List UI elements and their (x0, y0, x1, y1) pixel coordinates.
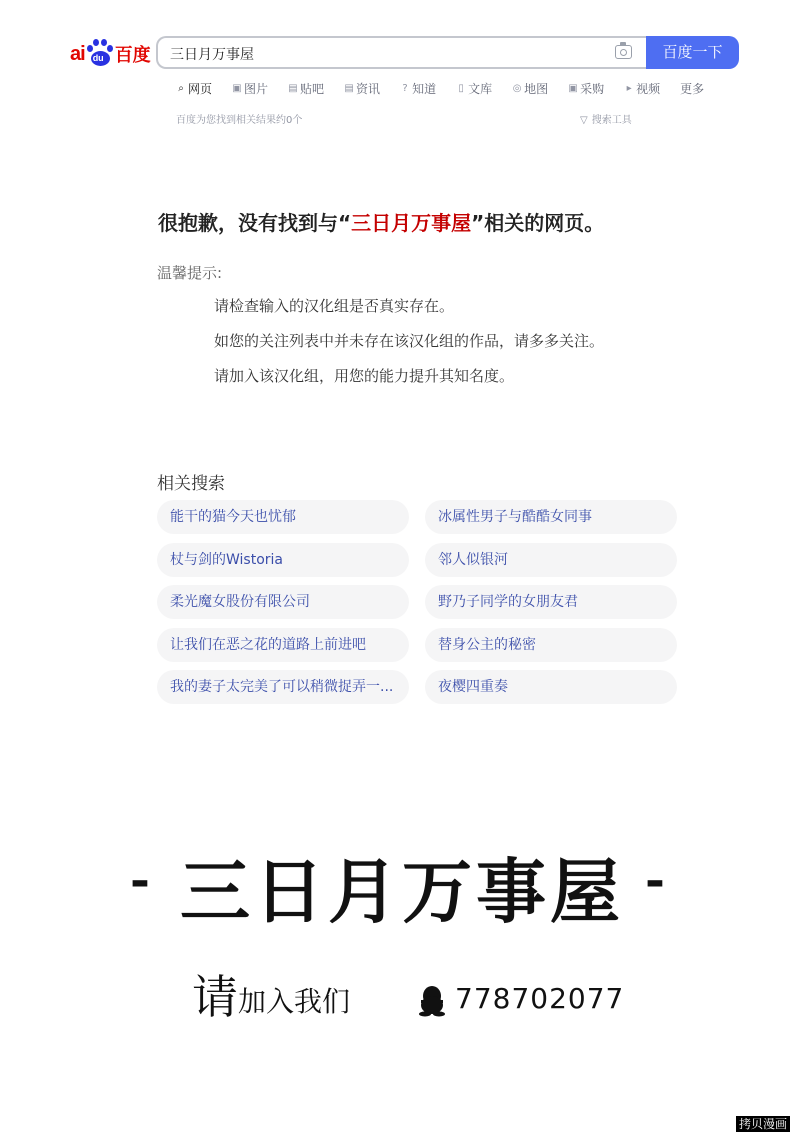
no-results-message (158, 207, 604, 236)
shop-icon: ▣ (568, 82, 578, 94)
news-icon: ▤ (344, 82, 354, 94)
search-tools-label: 搜索工具 (591, 115, 632, 126)
tip-item: 请加入该汉化组，用您的能力提升其知名度。 (214, 367, 515, 385)
tab-tieba[interactable] (288, 78, 324, 98)
logo-du-text: du (92, 53, 104, 63)
related-search-item[interactable]: 让我们在恶之花的道路上前进吧 (157, 628, 409, 662)
tab-label: 地图 (524, 81, 549, 96)
join-us-text (192, 972, 350, 1022)
baidu-paw-icon (86, 39, 114, 69)
related-searches-title: 相关搜索 (157, 474, 225, 494)
tip-item: 请检查输入的汉化组是否真实存在。 (214, 297, 455, 315)
no-results-prefix: 很抱歉，没有找到与“ (158, 211, 352, 235)
related-search-item[interactable]: 冰属性男子与酷酷女同事 (425, 500, 677, 534)
tab-purchase[interactable] (568, 78, 604, 98)
tab-label: 知道 (412, 81, 437, 96)
baidu-logo[interactable] (70, 38, 151, 70)
tips-title: 温馨提示: (157, 264, 223, 282)
search-icon: ⌕ (178, 82, 184, 94)
tab-label: 贴吧 (300, 81, 325, 96)
no-results-query: 三日月万事屋 (351, 211, 472, 235)
image-icon: ▣ (232, 82, 242, 94)
tab-zhidao[interactable] (400, 78, 436, 98)
play-icon: ▸ (626, 82, 632, 94)
tab-label: 采购 (580, 81, 605, 96)
tab-images[interactable] (232, 78, 268, 98)
related-search-item[interactable]: 柔光魔女股份有限公司 (157, 585, 409, 619)
related-search-item[interactable]: 替身公主的秘密 (425, 628, 677, 662)
tab-label: 更多 (680, 81, 705, 96)
document-icon: ▯ (458, 82, 464, 94)
map-pin-icon: ◎ (512, 82, 522, 94)
banner-dash-right: - (645, 852, 665, 908)
related-search-item[interactable]: 夜樱四重奏 (425, 670, 677, 704)
tab-wenku[interactable] (456, 78, 492, 98)
tab-label: 资讯 (356, 81, 381, 96)
search-tabs (176, 78, 704, 98)
watermark: 拷贝漫画 (736, 1116, 790, 1132)
filter-icon: ▽ (580, 115, 588, 126)
related-search-item[interactable]: 野乃子同学的女朋友君 (425, 585, 677, 619)
qq-penguin-icon (418, 985, 446, 1017)
join-rest-text: 加入我们 (238, 985, 351, 1018)
related-search-item[interactable]: 邻人似银河 (425, 543, 677, 577)
related-search-item[interactable]: 杖与剑的Wistoria (157, 543, 409, 577)
tab-label: 文库 (468, 81, 493, 96)
tab-label: 网页 (188, 81, 213, 96)
tab-label: 图片 (244, 81, 269, 96)
group-name: 三日月万事屋 (180, 850, 624, 933)
result-count: 百度为您找到相关结果约0个 (176, 115, 303, 126)
question-icon: ? (402, 82, 408, 94)
logo-baidu-text: 百度 (114, 45, 151, 66)
search-tools-button[interactable] (580, 111, 632, 126)
banner-dash-left: - (130, 852, 150, 908)
tab-map[interactable] (512, 78, 548, 98)
tab-video[interactable] (624, 78, 660, 98)
related-search-item[interactable]: 能干的猫今天也忧郁 (157, 500, 409, 534)
logo-ai-text: ai (70, 42, 85, 65)
qq-number: 778702077 (455, 982, 625, 1015)
join-big-char: 请 (192, 970, 238, 1024)
tieba-icon: ▤ (288, 82, 298, 94)
search-button[interactable]: 百度一下 (646, 36, 739, 69)
search-input-value: 三日月万事屋 (170, 47, 254, 63)
camera-icon[interactable] (615, 45, 632, 59)
search-input[interactable] (156, 36, 648, 69)
related-search-item[interactable]: 我的妻子太完美了可以稍微捉弄一... (157, 670, 409, 704)
tab-more[interactable] (680, 78, 704, 98)
tab-news[interactable] (344, 78, 380, 98)
group-banner (0, 836, 800, 936)
tab-web[interactable] (176, 78, 212, 98)
tab-label: 视频 (636, 81, 661, 96)
no-results-suffix: ”相关的网页。 (471, 211, 605, 235)
tip-item: 如您的关注列表中并未存在该汉化组的作品，请多多关注。 (214, 332, 605, 350)
